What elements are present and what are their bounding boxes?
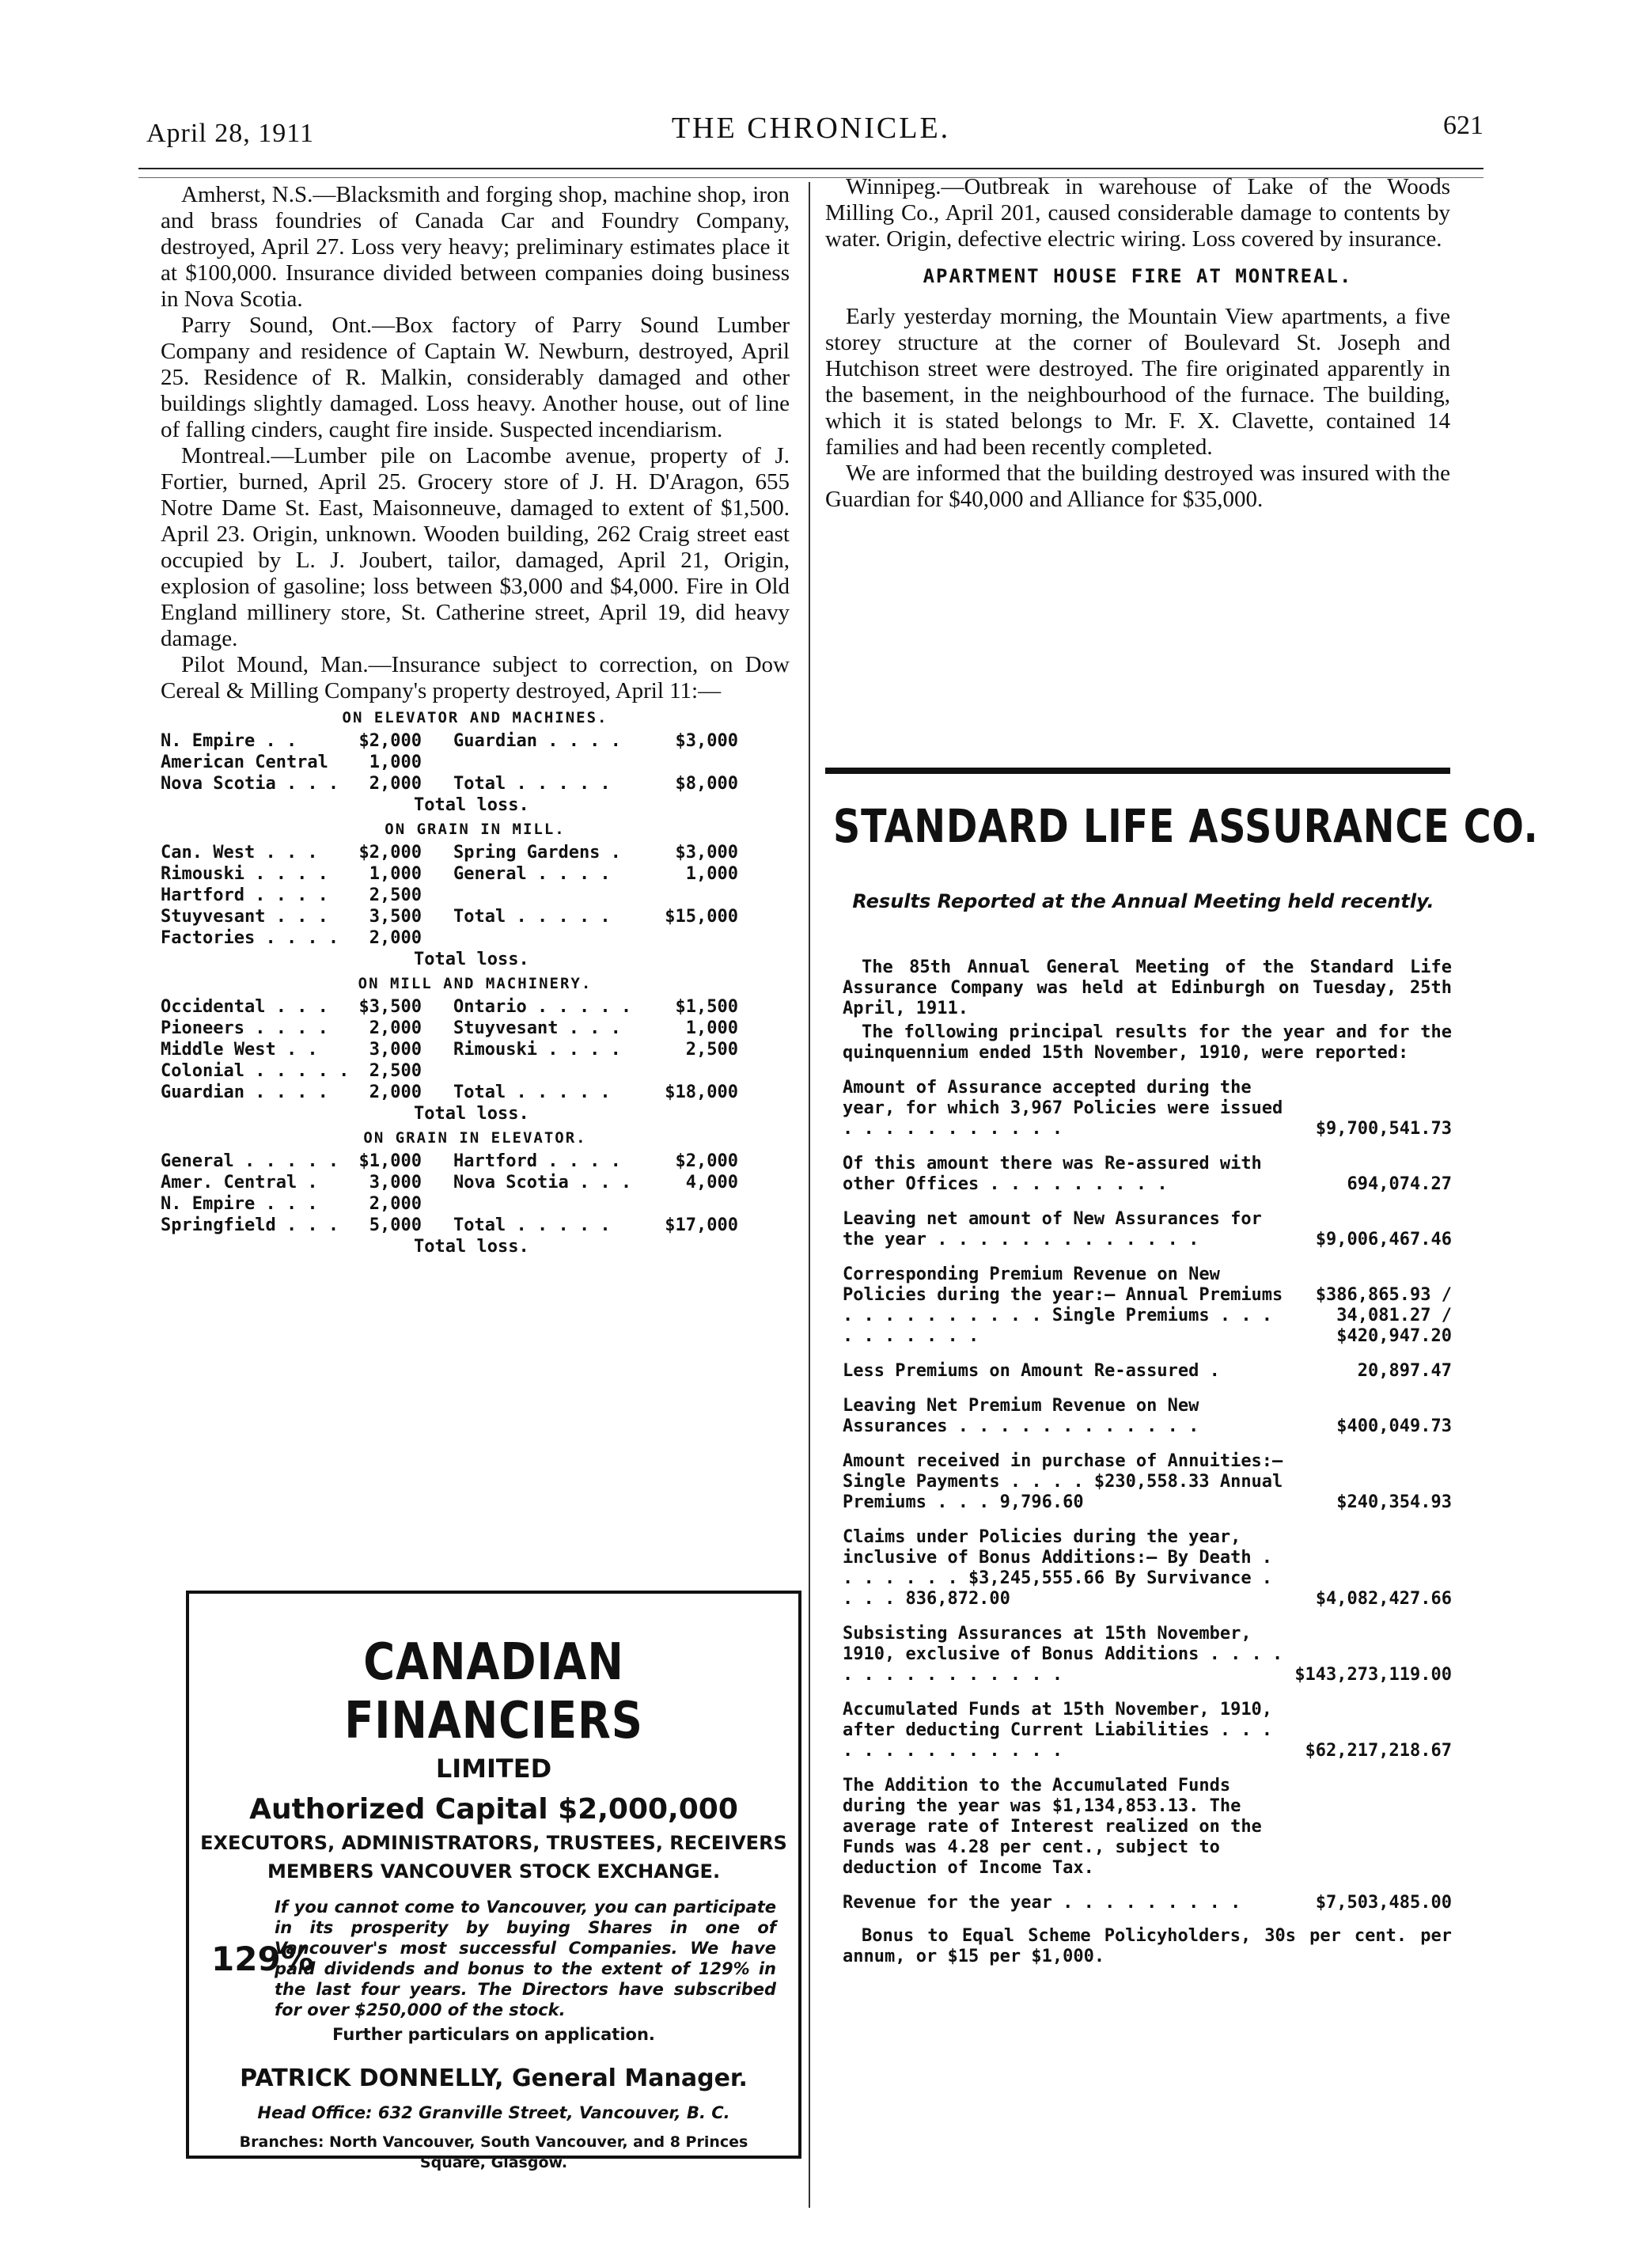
report-bonus: Bonus to Equal Scheme Policyholders, 30s per cent. per annum, or $15 per $1,000. — [843, 1926, 1452, 1966]
report-line-description: Accumulated Funds at 15th November, 1910, after deducting Current Liabilities . . . . . . . . . . . . . . — [843, 1700, 1273, 1761]
insurance-company: General . . . . — [453, 864, 611, 884]
insurance-section-title: ON GRAIN IN MILL. — [385, 821, 566, 838]
standard-life-title: STANDARD LIFE ASSURANCE CO. — [833, 799, 1539, 853]
insurance-company: General . . . . . — [161, 1151, 339, 1171]
insurance-row — [161, 906, 790, 927]
insurance-tables — [161, 707, 790, 1257]
section-rule — [825, 768, 1450, 774]
ad-capital: Authorized Capital $2,000,000 — [249, 1793, 738, 1826]
standard-life-subtitle: Results Reported at the Annual Meeting held recently. — [852, 890, 1434, 912]
ad-percent: 129% — [211, 1939, 314, 1978]
insurance-row — [161, 773, 790, 794]
insurance-amount: 3,000 — [369, 1173, 422, 1193]
insurance-amount: 2,000 — [369, 1083, 422, 1102]
insurance-company: Total . . . . . — [453, 907, 611, 927]
insurance-row — [161, 1039, 790, 1060]
report-line-description: Subsisting Assurances at 15th November, 1910, exclusive of Bonus Additions . . . . . . . . . . . . . . . — [843, 1624, 1283, 1685]
insurance-company: Total . . . . . — [453, 774, 611, 794]
ad-company-name: CANADIAN FINANCIERS — [344, 1633, 643, 1750]
insurance-company: Pioneers . . . . — [161, 1018, 328, 1038]
total-loss-note: Total loss. — [414, 950, 529, 969]
report-intro: The 85th Annual General Meeting of the Standard Life Assurance Company was held at Edinburgh on Tuesday, 25th April, 1911. — [843, 957, 1452, 1018]
apartment-fire-heading: APARTMENT HOUSE FIRE AT MONTREAL. — [923, 265, 1353, 287]
insurance-row — [161, 863, 790, 885]
right-column — [825, 174, 1450, 513]
insurance-amount: $3,000 — [675, 731, 738, 751]
report-line — [843, 1361, 1452, 1382]
ad-branches: Branches: North Vancouver, South Vancouver, and 8 Princes Square, Glasgow. — [239, 2133, 748, 2171]
report-line-value: $4,082,427.66 — [1315, 1589, 1452, 1609]
report-line — [843, 1396, 1452, 1437]
report-items — [843, 1078, 1452, 1913]
insurance-company: Can. West . . . — [161, 843, 318, 863]
insurance-amount: $2,000 — [358, 843, 422, 863]
insurance-company: Nova Scotia . . . — [161, 774, 339, 794]
publication-title: THE CHRONICLE. — [671, 112, 951, 145]
report-line — [843, 1624, 1452, 1685]
report-line-description: Leaving net amount of New Assurances for the year . . . . . . . . . . . . . — [843, 1209, 1262, 1249]
ad-body — [211, 1897, 776, 2020]
insurance-company: American Central — [161, 753, 328, 772]
insurance-amount: $17,000 — [665, 1215, 738, 1235]
report-line — [843, 1209, 1452, 1250]
insurance-company: Ontario . . . . . — [453, 997, 632, 1017]
page-number: 621 — [1443, 111, 1483, 140]
left-column — [161, 182, 790, 1257]
insurance-amount: $8,000 — [675, 774, 738, 794]
insurance-amount: 2,000 — [369, 774, 422, 794]
total-loss-note: Total loss. — [414, 795, 529, 815]
insurance-amount: 1,000 — [685, 864, 738, 884]
insurance-company: N. Empire . . — [161, 731, 297, 751]
insurance-row — [161, 885, 790, 906]
insurance-company: Stuyvesant . . . — [453, 1018, 621, 1038]
insurance-company: Stuyvesant . . . — [161, 907, 328, 927]
insurance-amount: 1,000 — [369, 864, 422, 884]
insurance-company: Rimouski . . . . — [161, 864, 328, 884]
report-line — [843, 1265, 1452, 1347]
insurance-amount: 2,500 — [369, 885, 422, 905]
insurance-amount: $2,000 — [675, 1151, 738, 1171]
report-line-description: The Addition to the Accumulated Funds during the year was $1,134,853.13. The average rate of Interest realized on the Funds was 4.28 per cent., subject to deduction of Income Tax. — [843, 1776, 1262, 1878]
insurance-amount: $3,500 — [358, 997, 422, 1017]
ad-head-office: Head Office: 632 Granville Street, Vancouver, B. C. — [257, 2103, 730, 2122]
insurance-company: Springfield . . . — [161, 1215, 339, 1235]
insurance-row — [161, 1215, 790, 1236]
insurance-amount: $15,000 — [665, 907, 738, 927]
insurance-company: Occidental . . . — [161, 997, 328, 1017]
report-line-description: Claims under Policies during the year, inclusive of Bonus Additions:— By Death . . . . . . . $3,245,555.66 By Survivance . . . . 836,872.00 — [843, 1527, 1273, 1609]
insurance-amount: 1,000 — [369, 753, 422, 772]
ad-limited: LIMITED — [435, 1754, 552, 1784]
insurance-amount: 2,000 — [369, 1194, 422, 1214]
insurance-row — [161, 730, 790, 752]
insurance-company: N. Empire . . . — [161, 1194, 318, 1214]
canadian-financiers-ad — [186, 1591, 801, 2171]
apartment-fire-p1: Early yesterday morning, the Mountain View apartments, a five storey structure at the corner of Boulevard St. Joseph and Hutchison street were destroyed. The fire originated apparently in the basement, in the neighbourhood of the furnace. The building, which it is stated belongs to Mr. F. X. Clavette, contained 14 families and had been recently completed. — [825, 304, 1450, 460]
report-line-description: Amount of Assurance accepted during the year, for which 3,967 Policies were issued . . . . . . . . . . . — [843, 1078, 1283, 1139]
total-loss-note: Total loss. — [414, 1237, 529, 1257]
insurance-amount: $18,000 — [665, 1083, 738, 1102]
insurance-company: Middle West . . — [161, 1040, 318, 1060]
insurance-row — [161, 752, 790, 773]
report-line-value: 20,897.47 — [1357, 1361, 1452, 1381]
item-amherst: Amherst, N.S.—Blacksmith and forging shop, machine shop, iron and brass foundries of Canada Car and Foundry Company, destroyed, April 27. Loss very heavy; preliminary estimates place it at $100,000. Insurance divided between companies doing business in Nova Scotia. — [161, 182, 790, 312]
report-line-description: Of this amount there was Re-assured with other Offices . . . . . . . . . — [843, 1154, 1262, 1194]
newspaper-page — [138, 71, 1539, 2171]
ad-further: Further particulars on application. — [332, 2025, 655, 2044]
apartment-fire-p2: We are informed that the building destroyed was insured with the Guardian for $40,000 and Alliance for $35,000. — [825, 461, 1450, 512]
insurance-amount: $3,000 — [675, 843, 738, 863]
insurance-amount: 3,000 — [369, 1040, 422, 1060]
report-line-value: $62,217,218.67 — [1305, 1741, 1452, 1761]
report-line-value: $386,865.93 / 34,081.27 / $420,947.20 — [1315, 1285, 1452, 1346]
item-pilot-mound: Pilot Mound, Man.—Insurance subject to correction, on Dow Cereal & Milling Company's property destroyed, April 11:— — [161, 652, 790, 703]
insurance-amount: $2,000 — [358, 731, 422, 751]
insurance-amount: 2,500 — [685, 1040, 738, 1060]
report-line-value: $9,700,541.73 — [1315, 1119, 1452, 1139]
insurance-row — [161, 1018, 790, 1039]
insurance-amount: 2,500 — [369, 1061, 422, 1081]
report-line — [843, 1700, 1452, 1761]
insurance-company: Factories . . . . — [161, 928, 339, 948]
standard-life-report — [843, 957, 1452, 1970]
report-line — [843, 1451, 1452, 1513]
report-line-description: Leaving Net Premium Revenue on New Assurances . . . . . . . . . . . . — [843, 1396, 1199, 1436]
insurance-company: Total . . . . . — [453, 1083, 611, 1102]
item-winnipeg: Winnipeg.—Outbreak in warehouse of Lake of the Woods Milling Co., April 201, caused considerable damage to contents by water. Origin, defective electric wiring. Loss covered by insurance. — [825, 174, 1450, 252]
insurance-row — [161, 1172, 790, 1193]
insurance-amount: 4,000 — [685, 1173, 738, 1193]
insurance-company: Guardian . . . . — [161, 1083, 328, 1102]
insurance-row — [161, 1082, 790, 1103]
insurance-amount: 1,000 — [685, 1018, 738, 1038]
ad-manager: PATRICK DONNELLY, General Manager. — [240, 2065, 748, 2092]
insurance-company: Amer. Central . — [161, 1173, 318, 1193]
insurance-company: Nova Scotia . . . — [453, 1173, 632, 1193]
report-line-description: Revenue for the year . . . . . . . . . — [843, 1893, 1241, 1913]
insurance-amount: $1,500 — [675, 997, 738, 1017]
insurance-company: Rimouski . . . . — [453, 1040, 621, 1060]
ad-services: EXECUTORS, ADMINISTRATORS, TRUSTEES, RECEIVERS — [200, 1832, 787, 1854]
insurance-row — [161, 1151, 790, 1172]
insurance-amount: 2,000 — [369, 928, 422, 948]
report-line — [843, 1527, 1452, 1610]
insurance-company: Hartford . . . . — [453, 1151, 621, 1171]
report-line-value: $9,006,467.46 — [1315, 1230, 1452, 1249]
insurance-company: Colonial . . . . . — [161, 1061, 350, 1081]
insurance-company: Guardian . . . . — [453, 731, 621, 751]
report-line — [843, 1776, 1452, 1879]
insurance-section-title: ON MILL AND MACHINERY. — [358, 975, 593, 992]
total-loss-note: Total loss. — [414, 1104, 529, 1124]
report-lead: The following principal results for the year and for the quinquennium ended 15th November, 1910, were reported: — [843, 1022, 1452, 1063]
insurance-amount: 5,000 — [369, 1215, 422, 1235]
item-montreal: Montreal.—Lumber pile on Lacombe avenue, property of J. Fortier, burned, April 25. Grocery store of J. H. D'Aragon, 655 Notre Dame St. East, Maisonneuve, damaged to extent of $1,500. April 23. Origin, unknown. Wooden building, 262 Craig street east occupied by L. J. Joubert, tailor, damaged, April 21, Origin, explosion of gasoline; loss between $3,000 and $4,000. Fire in Old England millinery store, St. Catherine street, April 19, did heavy damage. — [161, 443, 790, 651]
report-line — [843, 1893, 1452, 1913]
ad-membership: MEMBERS VANCOUVER STOCK EXCHANGE. — [267, 1860, 721, 1883]
report-line-value: $143,273,119.00 — [1294, 1665, 1452, 1685]
insurance-company: Spring Gardens . — [453, 843, 621, 863]
report-line-value: 694,074.27 — [1347, 1174, 1452, 1194]
insurance-row — [161, 1060, 790, 1082]
report-line-value: $400,049.73 — [1336, 1416, 1452, 1436]
report-line-description: Less Premiums on Amount Re-assured . — [843, 1361, 1220, 1381]
item-parry-sound: Parry Sound, Ont.—Box factory of Parry Sound Lumber Company and residence of Captain W. Newburn, destroyed, April 25. Residence of R. Malkin, considerably damaged and other buildings slightly damaged. Loss heavy. Another house, out of line of falling cinders, caught fire inside. Suspected incendiarism. — [161, 313, 790, 442]
insurance-company: Total . . . . . — [453, 1215, 611, 1235]
issue-date: April 28, 1911 — [146, 119, 315, 148]
ad-body-text: If you cannot come to Vancouver, you can participate in its prosperity by buying Shares in one of Vancouver's most successful Companies. We have paid dividends and bonus to the extent of 129% in the last four years. The Directors have subscribed for over $250,000 of the stock. — [275, 1898, 776, 2019]
insurance-section-title: ON GRAIN IN ELEVATOR. — [363, 1129, 587, 1147]
insurance-section-title: ON ELEVATOR AND MACHINES. — [342, 709, 608, 726]
insurance-row — [161, 927, 790, 949]
insurance-amount: $1,000 — [358, 1151, 422, 1171]
report-line-description: Corresponding Premium Revenue on New Policies during the year:— Annual Premiums . . . . . . . . . . Single Premiums . . . . . . . . . . — [843, 1265, 1283, 1346]
report-line — [843, 1078, 1452, 1139]
report-line-value: $240,354.93 — [1336, 1492, 1452, 1512]
insurance-company: Hartford . . . . — [161, 885, 328, 905]
insurance-amount: 2,000 — [369, 1018, 422, 1038]
insurance-row — [161, 1193, 790, 1215]
insurance-row — [161, 996, 790, 1018]
report-line — [843, 1154, 1452, 1195]
column-divider — [809, 182, 810, 2208]
insurance-amount: 3,500 — [369, 907, 422, 927]
report-line-value: $7,503,485.00 — [1315, 1893, 1452, 1913]
page-header — [138, 95, 1483, 158]
insurance-row — [161, 842, 790, 863]
report-line-description: Amount received in purchase of Annuities:— Single Payments . . . . $230,558.33 Annual Premiums . . . 9,796.60 — [843, 1451, 1283, 1512]
